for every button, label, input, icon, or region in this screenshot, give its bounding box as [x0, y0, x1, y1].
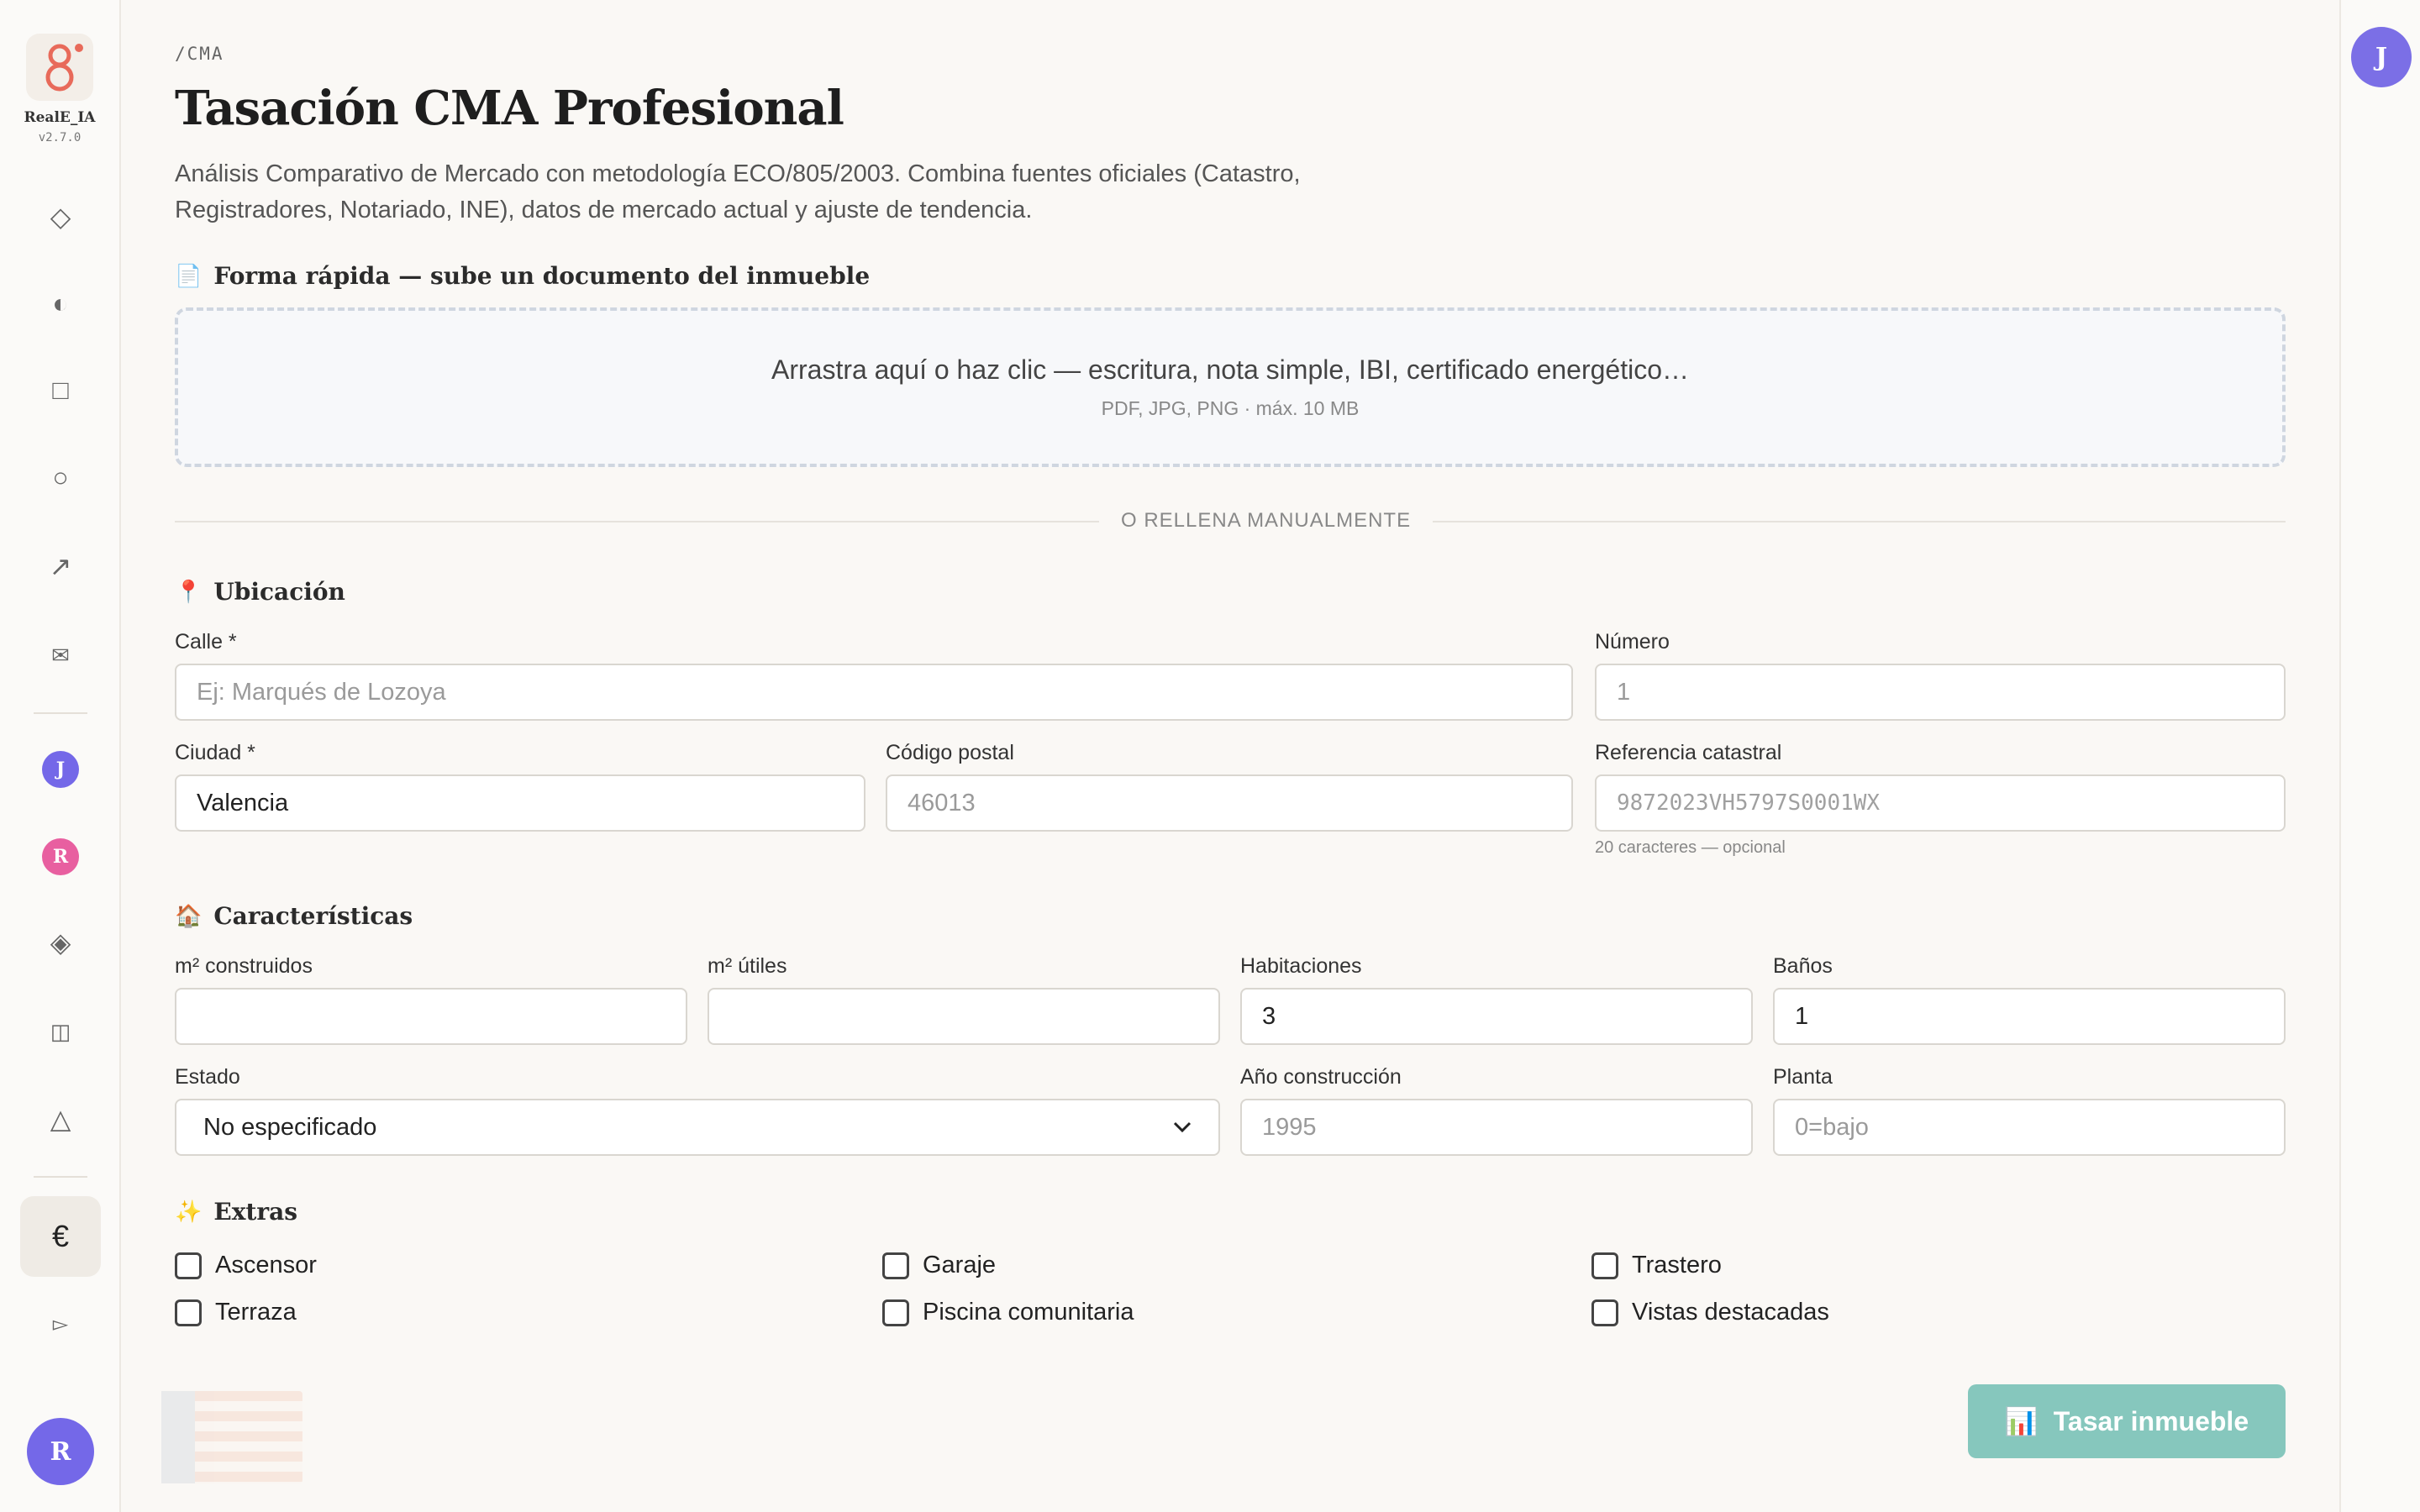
extras-heading-text: Extras — [213, 1198, 298, 1226]
brand-name: RealE_IA — [24, 109, 96, 126]
rooms-label: Habitaciones — [1240, 954, 1362, 978]
year-input[interactable] — [1240, 1099, 1753, 1156]
useful-area-input[interactable] — [708, 988, 1220, 1045]
square-icon[interactable]: □ — [52, 374, 69, 405]
triangle-icon[interactable]: △ — [50, 1104, 71, 1134]
checkbox-label: Trastero — [1632, 1252, 1722, 1278]
city-label: Ciudad * — [175, 741, 255, 764]
euro-icon[interactable]: € — [20, 1196, 101, 1277]
floor-label: Planta — [1773, 1065, 1833, 1089]
avatar: R — [42, 838, 79, 875]
nav-separator — [34, 712, 87, 714]
app-logo[interactable] — [26, 34, 93, 101]
checkbox-label: Garaje — [923, 1252, 997, 1278]
mail-icon[interactable]: ✉ — [51, 642, 70, 668]
state-label: Estado — [175, 1065, 240, 1089]
arrow-up-right-icon[interactable]: ↗ — [49, 551, 72, 581]
divider-label: O RELLENA MANUALMENTE — [1099, 509, 1433, 533]
features-heading — [175, 902, 413, 930]
file-dropzone[interactable] — [175, 307, 2286, 467]
built-area-label: m² construidos — [175, 954, 313, 978]
number-input[interactable] — [1595, 664, 2286, 721]
checkbox-terraza[interactable] — [175, 1299, 297, 1326]
send-icon[interactable]: ▻ — [52, 1312, 69, 1336]
number-label: Número — [1595, 630, 1670, 654]
cadastral-ref-hint: 20 caracteres — opcional — [1595, 838, 1786, 857]
page-title: Tasación CMA Profesional — [175, 81, 844, 136]
checkbox-label: Piscina comunitaria — [923, 1299, 1134, 1326]
page-description: Análisis Comparativo de Mercado con metodología ECO/805/2003. Combina fuentes oficiales (Catastro, Registradores, Notariado, INE), datos de mercado actual y ajuste de tendencia. — [175, 160, 1301, 223]
nav-separator — [34, 1176, 87, 1178]
checkbox-garaje[interactable] — [882, 1252, 996, 1279]
document-thumbnail — [161, 1391, 302, 1483]
checkbox-label: Ascensor — [215, 1252, 317, 1278]
baths-input[interactable] — [1773, 988, 2286, 1045]
dropzone-text: Arrastra aquí o haz clic — escritura, nota simple, IBI, certificado energético… — [771, 354, 1689, 385]
chevron-down-icon — [1173, 1121, 1192, 1133]
location-heading — [175, 578, 345, 606]
useful-area-label: m² útiles — [708, 954, 787, 978]
chart-icon: 📊 — [2004, 1406, 2039, 1436]
state-select-value: No especificado — [203, 1113, 377, 1141]
dropzone-formats: PDF, JPG, PNG · máx. 10 MB — [1101, 397, 1360, 419]
layers-icon[interactable]: ◈ — [50, 927, 71, 958]
state-select[interactable] — [175, 1099, 1220, 1156]
city-input[interactable] — [175, 774, 865, 832]
house-icon: 🏠 — [175, 903, 203, 929]
checkbox-box[interactable] — [1591, 1252, 1618, 1279]
checkbox-box[interactable] — [1591, 1299, 1618, 1326]
avatar: J — [42, 751, 79, 788]
submit-valuation-label: Tasar inmueble — [2053, 1405, 2249, 1436]
main-content — [175, 0, 2286, 1512]
checkbox-box[interactable] — [175, 1299, 202, 1326]
postal-code-input[interactable] — [886, 774, 1573, 832]
upload-heading — [175, 262, 870, 290]
submit-valuation-button[interactable] — [1968, 1384, 2286, 1458]
year-label: Año construcción — [1240, 1065, 1402, 1089]
user-avatar[interactable]: J — [2351, 27, 2412, 87]
checkbox-ascensor[interactable] — [175, 1252, 317, 1279]
cadastral-ref-input[interactable] — [1595, 774, 2286, 832]
floor-input[interactable] — [1773, 1099, 2286, 1156]
checkbox-trastero[interactable] — [1591, 1252, 1722, 1279]
upload-heading-text: Forma rápida — sube un documento del inmueble — [213, 262, 871, 290]
checkbox-label: Terraza — [215, 1299, 297, 1326]
street-label: Calle * — [175, 630, 237, 654]
sidebar-avatar-r[interactable] — [20, 816, 101, 897]
postal-code-label: Código postal — [886, 741, 1014, 764]
checkbox-label: Vistas destacadas — [1632, 1299, 1829, 1326]
extras-heading — [175, 1198, 297, 1226]
breadcrumb[interactable]: /CMA — [175, 44, 224, 64]
street-input[interactable] — [175, 664, 1573, 721]
sidebar-avatar-j[interactable] — [20, 729, 101, 810]
profile-avatar[interactable]: R — [27, 1418, 94, 1485]
checkbox-box[interactable] — [175, 1252, 202, 1279]
cadastral-ref-label: Referencia catastral — [1595, 741, 1782, 764]
location-heading-text: Ubicación — [213, 578, 345, 606]
built-area-input[interactable] — [175, 988, 687, 1045]
right-rail — [2339, 0, 2420, 1512]
document-icon: 📄 — [175, 263, 203, 289]
pin-icon: 📍 — [175, 579, 203, 605]
half-circle-icon[interactable]: ◐ — [52, 287, 69, 318]
circle-icon[interactable]: ○ — [52, 461, 69, 492]
diamond-icon[interactable]: ◇ — [50, 202, 71, 232]
rooms-input[interactable] — [1240, 988, 1753, 1045]
checkbox-piscina[interactable] — [882, 1299, 1134, 1326]
sparkles-icon: ✨ — [175, 1199, 203, 1225]
logo-notification-dot — [75, 44, 83, 52]
brand-version: v2.7.0 — [38, 131, 82, 144]
sidebar — [0, 0, 121, 1512]
checkbox-vistas[interactable] — [1591, 1299, 1829, 1326]
baths-label: Baños — [1773, 954, 1833, 978]
columns-icon[interactable]: ◫ — [50, 1018, 71, 1044]
checkbox-box[interactable] — [882, 1252, 909, 1279]
features-heading-text: Características — [213, 902, 413, 930]
checkbox-box[interactable] — [882, 1299, 909, 1326]
